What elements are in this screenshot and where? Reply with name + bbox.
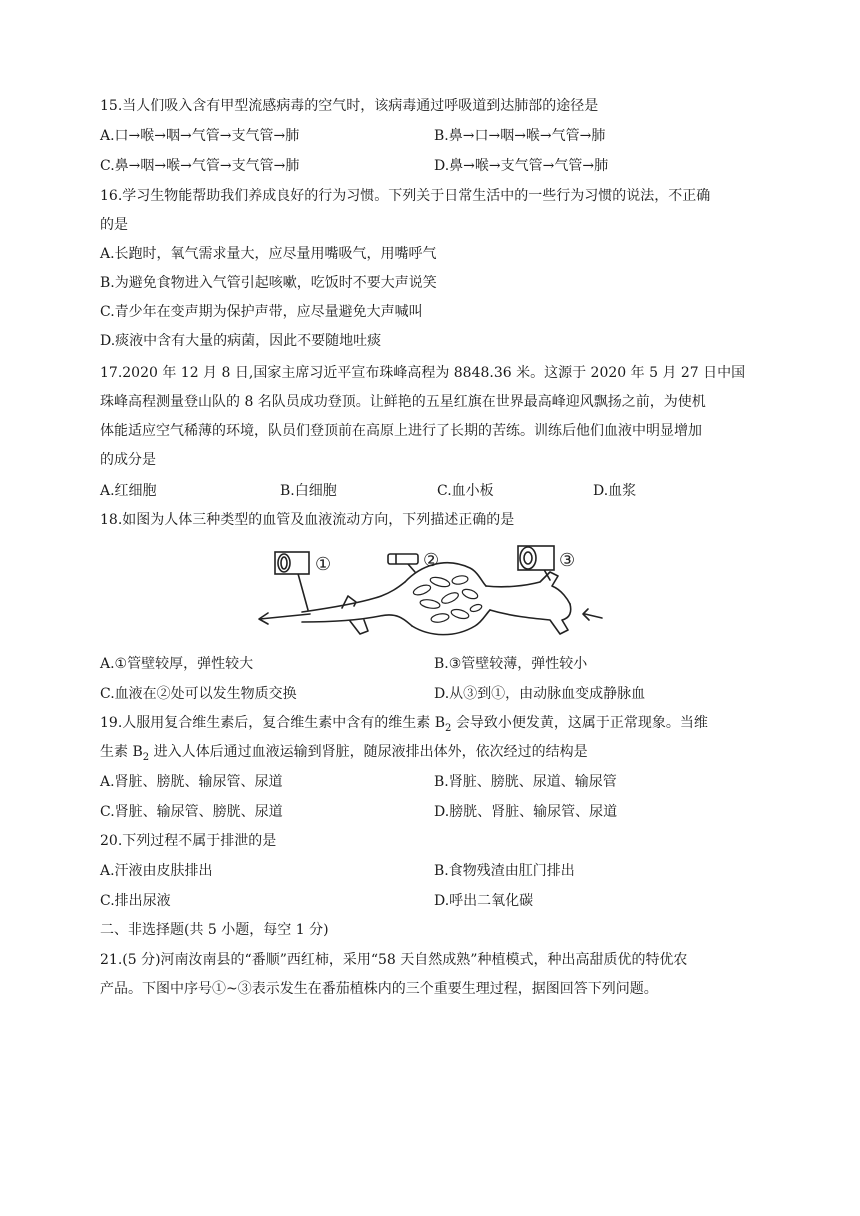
label-1: ① <box>315 554 332 575</box>
q18-option-a: A.①管壁较厚，弹性较大 <box>100 656 254 672</box>
q17-stem-line4: 的成分是 <box>100 452 156 468</box>
label-3: ③ <box>559 550 576 571</box>
q20-stem: 20.下列过程不属于排泄的是 <box>100 833 277 849</box>
label-2: ② <box>423 550 440 571</box>
q17-option-d: D.血浆 <box>593 483 637 499</box>
q16-option-a: A.长跑时，氧气需求量大，应尽量用嘴吸气，用嘴呼气 <box>100 246 437 262</box>
q20-option-b: B.食物残渣由肛门排出 <box>434 863 575 879</box>
q16-option-d: D.痰液中含有大量的病菌，因此不要随地吐痰 <box>100 333 382 349</box>
left-vessel-lower <box>302 615 412 626</box>
q18-option-c: C.血液在②处可以发生物质交换 <box>100 686 297 702</box>
blood-vessel-diagram <box>250 542 610 642</box>
q17-stem-line2: 珠峰高程测量登山队的 8 名队员成功登顶。让鲜艳的五星红旗在世界最高峰迎风飘扬之前，为使机 <box>100 394 706 410</box>
q16-option-c: C.青少年在变声期为保护声带，应尽量避免大声喊叫 <box>100 304 423 320</box>
flow-out-arrow <box>260 614 310 619</box>
q15-option-c: C.鼻→咽→喉→气管→支气管→肺 <box>100 158 300 174</box>
right-vessel-lower <box>490 604 571 634</box>
left-vessel-upper <box>302 582 405 612</box>
q15-option-d: D.鼻→喉→支气管→气管→肺 <box>434 158 609 174</box>
q15-option-b: B.鼻→口→咽→喉→气管→肺 <box>434 128 606 144</box>
capillary-cross-section <box>388 554 418 564</box>
q19-option-c: C.肾脏、输尿管、膀胱、尿道 <box>100 804 283 820</box>
q15-stem: 15.当人们吸入含有甲型流感病毒的空气时，该病毒通过呼吸道到达肺部的途径是 <box>100 98 599 114</box>
q19-stem-line2: 生素 $B_2$ 进入人体后通过血液运输到肾脏，随尿液排出体外，依次经过的结构是 <box>100 744 588 763</box>
capillary-network-top <box>405 563 486 586</box>
q17-option-b: B.白细胞 <box>280 483 337 499</box>
q17-option-a: A.红细胞 <box>100 483 157 499</box>
q19-option-d: D.膀胱、肾脏、输尿管、尿道 <box>434 804 618 820</box>
q20-option-c: C.排出尿液 <box>100 893 171 909</box>
q16-stem-line2: 的是 <box>100 217 128 233</box>
q16-stem-line1: 16.学习生物能帮助我们养成良好的行为习惯。下列关于日常生活中的一些行为习惯的说法，不正确 <box>100 188 711 204</box>
section-heading: 二、非选择题(共 5 小题，每空 1 分) <box>100 922 329 938</box>
q19-option-b: B.肾脏、膀胱、尿道、输尿管 <box>434 774 617 790</box>
q19-stem-line1: 19.人服用复合维生素后，复合维生素中含有的维生素 $B_2$ 会导致小便发黄，这属于正常现象。当维 <box>100 715 708 734</box>
q17-option-c: C.血小板 <box>437 483 494 499</box>
q19-option-a: A.肾脏、膀胱、输尿管、尿道 <box>100 774 283 790</box>
q20-option-d: D.呼出二氧化碳 <box>434 893 534 909</box>
q15-option-a: A.口→喉→咽→气管→支气管→肺 <box>100 128 300 144</box>
q20-option-a: A.汗液由皮肤排出 <box>100 863 213 879</box>
q17-stem-line1: 17.2020 年 12 月 8 日,国家主席习近平宣布珠峰高程为 8848.36 米。这源于 2020 年 5 月 27 日中国 <box>100 365 746 381</box>
flow-in-arrow <box>585 614 602 618</box>
q17-stem-line3: 体能适应空气稀薄的环境，队员们登顶前在高原上进行了长期的苦练。训练后他们血液中明显增加 <box>100 423 702 439</box>
q21-stem-line1: 21.(5 分)河南汝南县的“番顺”西红柿，采用“58 天自然成熟”种植模式，种出高甜质优的特优农 <box>100 952 688 968</box>
q16-option-b: B.为避免食物进入气管引起咳嗽，吃饭时不要大声说笑 <box>100 275 437 291</box>
q18-option-d: D.从③到①，由动脉血变成静脉血 <box>434 686 646 702</box>
right-vessel-upper <box>486 572 570 604</box>
q18-stem: 18.如图为人体三种类型的血管及血液流动方向，下列描述正确的是 <box>100 512 515 528</box>
q21-stem-line2: 产品。下图中序号①~③表示发生在番茄植株内的三个重要生理过程，据图回答下列问题。 <box>100 981 658 997</box>
q18-option-b: B.③管壁较薄，弹性较小 <box>434 656 588 672</box>
